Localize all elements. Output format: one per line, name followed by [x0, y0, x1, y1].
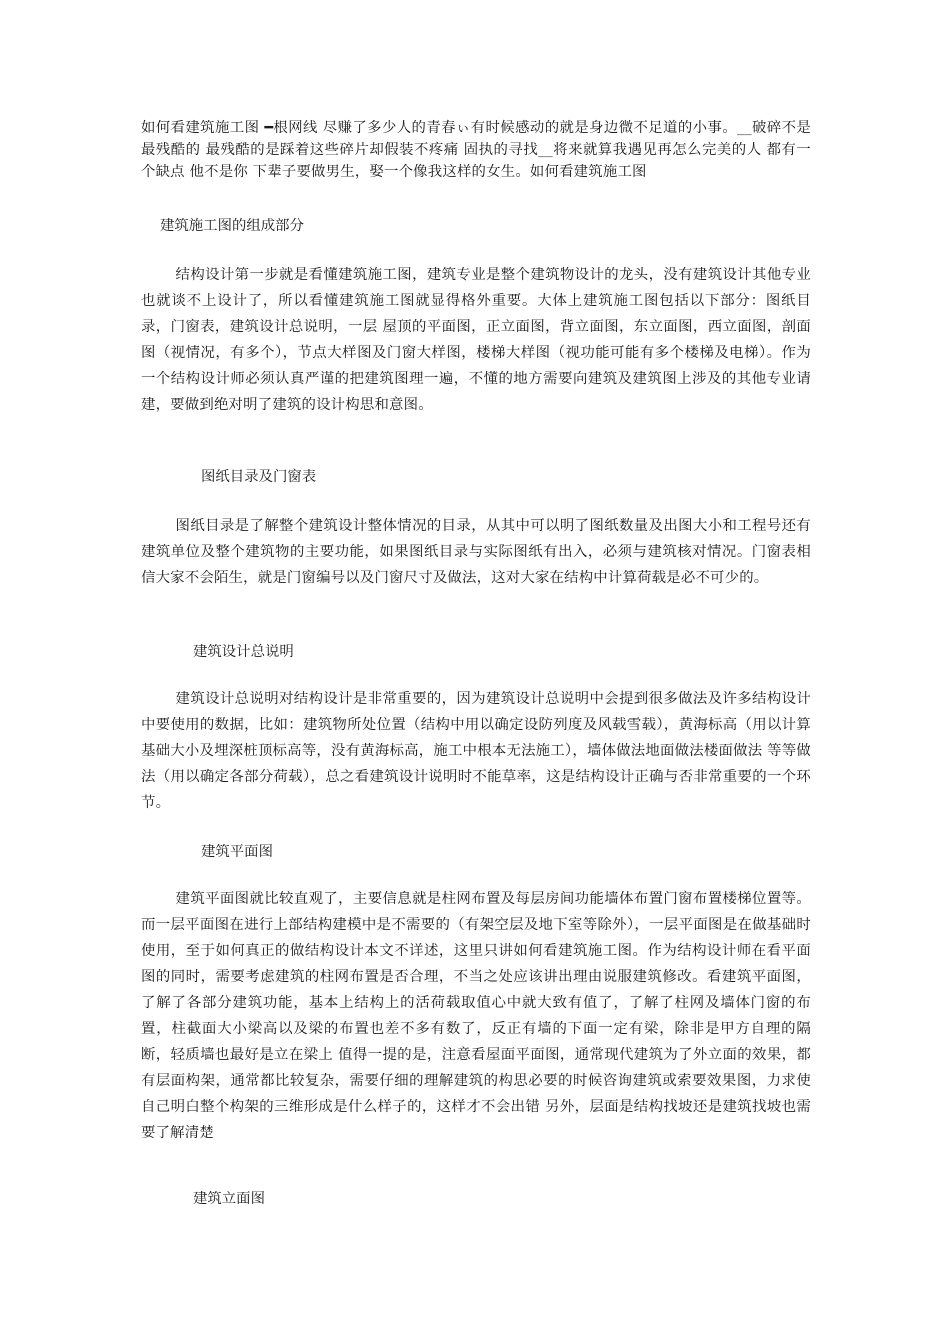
- section-body-drawing-index: 图纸目录是了解整个建筑设计整体情况的目录，从其中可以明了图纸数量及出图大小和工程号还有建筑单位及整个建筑物的主要功能，如果图纸目录与实际图纸有出入，必须与建筑核对情况。门窗表相信大家不会陌生，就是门窗编号以及门窗尺寸及做法，这对大家在结构中计算荷载是必不可少的。: [141, 518, 811, 586]
- section-body-floor-plan: 建筑平面图就比较直观了，主要信息就是柱网布置及每层房间功能墙体布置门窗布置楼梯位置等。而一层平面图在进行上部结构建模中是不需要的（有架空层及地下室等除外），一层平面图是在做基础时使用，至于如何真正的做结构设计本文不详述，这里只讲如何看建筑施工图。作为结构设计师在看平面图的同时，需要考虑建筑的柱网布置是否合理，不当之处应该讲出理由说服建筑修改。看建筑平面图，了解了各部分建筑功能，基本上结构上的活荷载取值心中就大致有值了，了解了柱网及墙体门窗的布置，柱截面大小梁高以及梁的布置也差不多有数了，反正有墙的下面一定有梁，除非是甲方自理的隔断，轻质墙也最好是立在梁上 值得一提的是，注意看屋面平面图，通常现代建筑为了外立面的效果，都有层面构架，通常都比较复杂，需要仔细的理解建筑的构思必要的时候咨询建筑或索要效果图，力求使自己明白整个构架的三维形成是什么样子的，这样才不会出错 另外，层面是结构找坡还是建筑找坡也需要了解清楚: [141, 891, 811, 1141]
- section-heading-floor-plan: 建筑平面图: [201, 844, 273, 860]
- section-body-composition: 结构设计第一步就是看懂建筑施工图，建筑专业是整个建筑物设计的龙头，没有建筑设计其他专业也就谈不上设计了，所以看懂建筑施工图就显得格外重要。大体上建筑施工图包括以下部分：图纸目录，门窗表，建筑设计总说明，一层 屋顶的平面图，正立面图，背立面图，东立面图，西立面图，剖面图（视情况，有多个），节点大样图及门窗大样图，楼梯大样图（视功能可能有多个楼梯及电梯）。作为一个结构设计师必须认真严谨的把建筑图理一遍，不懂的地方需要向建筑及建筑图上涉及的其他专业请建，要做到绝对明了建筑的设计构思和意图。: [141, 267, 811, 413]
- intro-paragraph: 如何看建筑施工图 ━根网线 尽赚了多少人的青春ぃ有时候感动的就是身边微不足道的小事。__破碎不是最残酷的 最残酷的是踩着这些碎片却假装不疼痛 固执的寻找__将来就算我遇见再怎么完美的人 都有一个缺点 他不是你 下辈子要做男生，娶一个像我这样的女生。如何看建筑施工图: [141, 120, 811, 180]
- section-heading-elevation: 建筑立面图: [193, 1191, 265, 1207]
- section-heading-drawing-index: 图纸目录及门窗表: [201, 469, 317, 485]
- section-heading-composition: 建筑施工图的组成部分: [160, 218, 304, 234]
- section-heading-design-notes: 建筑设计总说明: [193, 644, 294, 660]
- section-body-design-notes: 建筑设计总说明对结构设计是非常重要的，因为建筑设计总说明中会提到很多做法及许多结构设计中要使用的数据，比如：建筑物所处位置（结构中用以确定设防列度及风载雪载），黄海标高（用以计算基础大小及埋深桩顶标高等，没有黄海标高，施工中根本无法施工），墙体做法地面做法楼面做法 等等做法（用以确定各部分荷载），总之看建筑设计说明时不能草率，这是结构设计正确与否非常重要的一个环节。: [141, 691, 811, 811]
